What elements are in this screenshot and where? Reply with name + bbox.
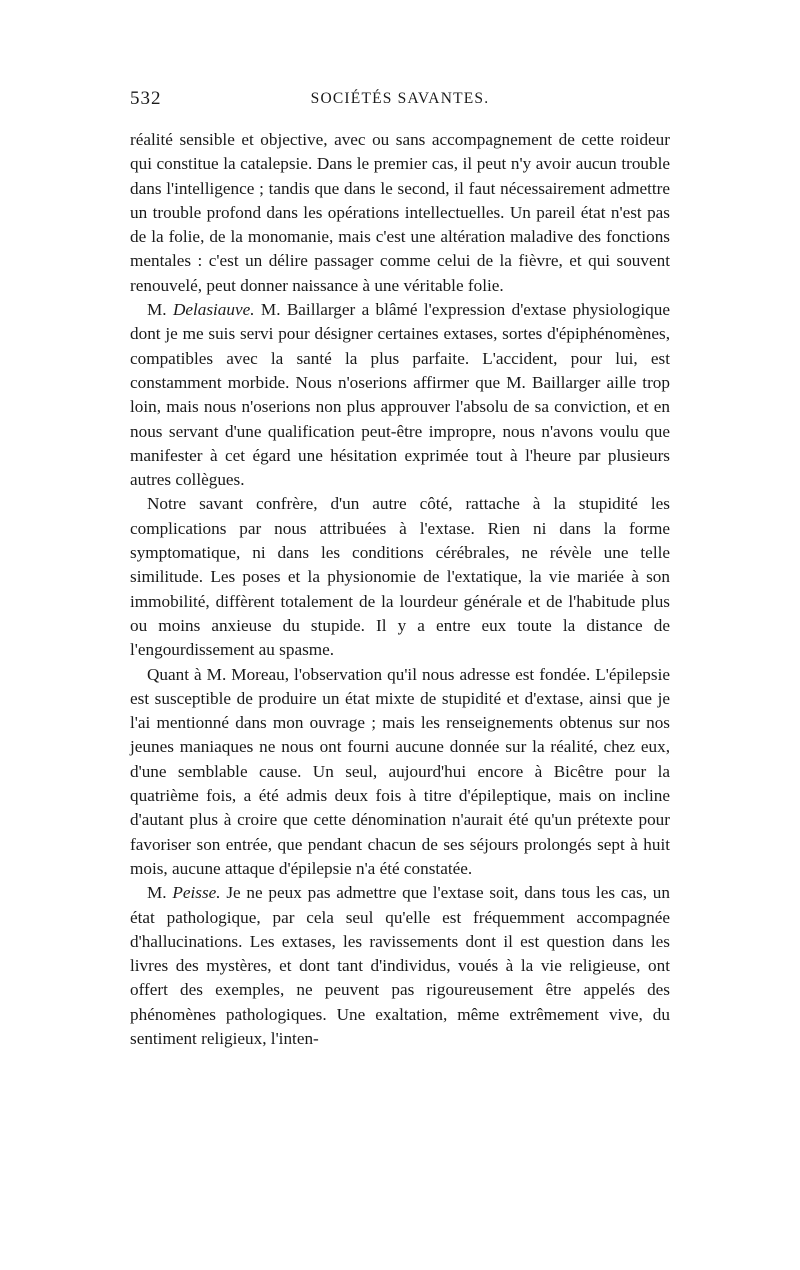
page-number: 532 xyxy=(130,88,162,109)
paragraph-1 xyxy=(130,128,670,298)
paragraph-2 xyxy=(130,298,670,492)
speaker-prefix: M. xyxy=(147,300,173,320)
speaker-name: Peisse. xyxy=(172,883,221,903)
running-title: SOCIÉTÉS SAVANTES. xyxy=(310,90,490,107)
running-head xyxy=(130,88,670,116)
paragraph-text: M. Baillarger a blâmé l'expression d'extase physiologique dont je me suis servi pour désigner certaines extases, sortes d'épiphénomènes, compatibles avec la santé la plus parfaite. L'accident, pour lui, est constamment morbide. Nous n'oserions affirmer que M. Baillarger aille trop loin, mais nous n'oserions non plus approuver l'absolu de sa conviction, et en nous servant d'une qualification peut-être impropre, nous n'avons voulu que manifester à cet égard une hésitation exprimée tout à l'heure par plusieurs autres collègues. xyxy=(130,300,670,490)
paragraph-text: réalité sensible et objective, avec ou sans accompagnement de cette roideur qui constitue la catalepsie. Dans le premier cas, il peut n'y avoir aucun trouble dans l'intelligence ; tandis que dans le second, il faut nécessairement admettre un trouble profond dans les opérations intellectuelles. Un pareil état n'est pas de la folie, de la monomanie, mais c'est une altération maladive des fonctions mentales : c'est un délire passager comme celui de la fièvre, et qui souvent renouvelé, peut donner naissance à une véritable folie. xyxy=(130,130,670,295)
paragraph-text: Je ne peux pas admettre que l'extase soit, dans tous les cas, un état pathologique, par cela seul qu'elle est fréquemment accompagnée d'hallucinations. Les extases, les ravissements dont il est question dans les livres des mystères, et dont tant d'individus, voués à la vie religieuse, ont offert des exemples, ne peuvent pas rigoureusement être appelés des phénomènes pathologiques. Une exaltation, même extrêmement vive, du sentiment religieux, l'inten- xyxy=(130,883,670,1048)
paragraph-4 xyxy=(130,663,670,882)
page xyxy=(130,88,670,1051)
paragraph-text: Notre savant confrère, d'un autre côté, rattache à la stupidité les complications par nous attribuées à l'extase. Rien ni dans la forme symptomatique, ni dans les conditions cérébrales, ne révèle une telle similitude. Les poses et la physionomie de l'extatique, la vie mariée à son immobilité, diffèrent totalement de la lourdeur générale et de l'habitude plus ou moins anxieuse du stupide. Il y a entre eux toute la distance de l'engourdissement au spasme. xyxy=(130,494,670,660)
body-text xyxy=(130,128,670,1051)
paragraph-text: Quant à M. Moreau, l'observation qu'il nous adresse est fondée. L'épilepsie est susceptible de produire un état mixte de stupidité et d'extase, ainsi que je l'ai mentionné dans mon ouvrage ; mais les renseignements obtenus sur nos jeunes maniaques ne nous ont fourni aucune donnée sur la réalité, chez eux, d'une semblable cause. Un seul, aujourd'hui encore à Bicêtre pour la quatrième fois, a été admis deux fois à titre d'épileptique, mais on incline d'autant plus à croire que cette dénomination n'aurait été qu'un prétexte pour favoriser son entrée, que pendant chacun de ses séjours prolongés sept à huit mois, aucune attaque d'épilepsie n'a été constatée. xyxy=(130,664,670,878)
speaker-name: Delasiauve. xyxy=(172,300,255,320)
speaker-prefix: M. xyxy=(147,883,173,903)
paragraph-3 xyxy=(130,492,670,662)
paragraph-5 xyxy=(130,881,670,1051)
